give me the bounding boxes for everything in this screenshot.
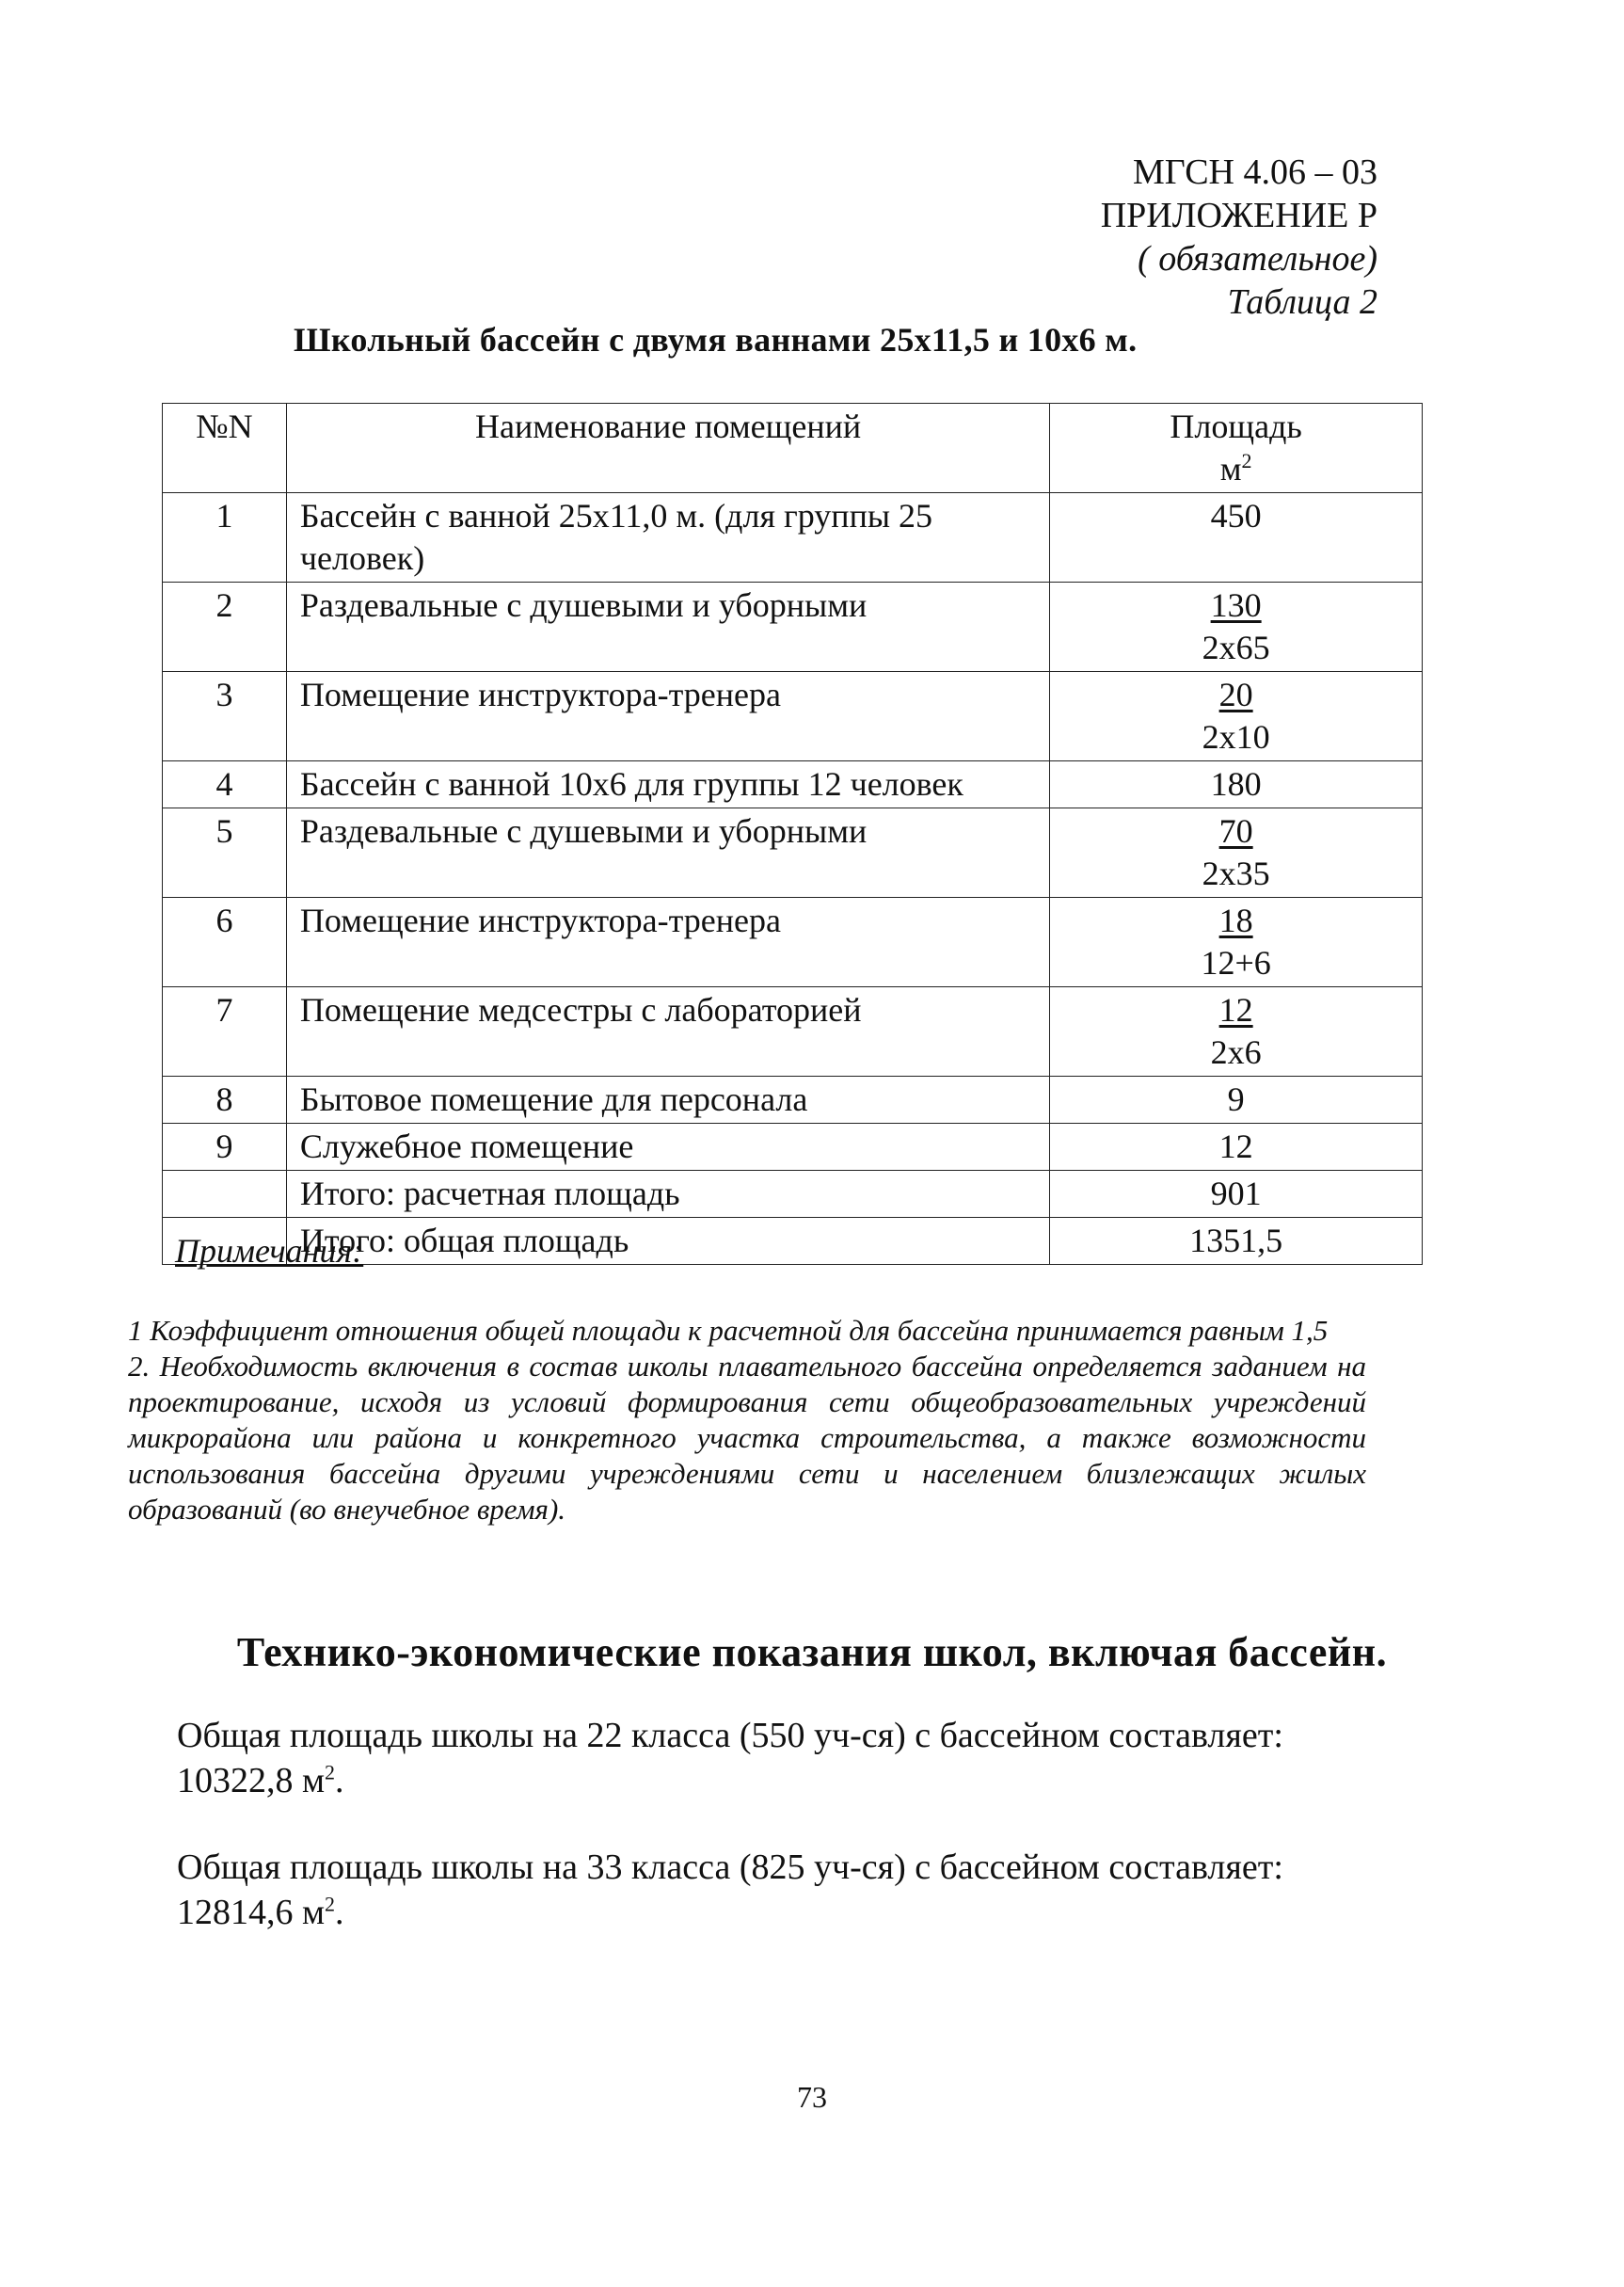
appendix-label: ПРИЛОЖЕНИЕ Р	[1100, 196, 1377, 235]
area-value: 180	[1210, 765, 1262, 803]
document-code: МГСН 4.06 – 03	[1132, 152, 1377, 192]
area-value: 12	[1218, 1128, 1253, 1165]
room-area	[1050, 898, 1423, 987]
row-number: 8	[163, 1077, 287, 1124]
area-breakdown: 12+6	[1201, 944, 1271, 982]
area-breakdown: 2х6	[1210, 1033, 1262, 1071]
totals-value: 1351,5	[1050, 1218, 1423, 1265]
table-row	[163, 898, 1423, 987]
area-value: 12	[1218, 991, 1253, 1029]
room-name: Помещение инструктора-тренера	[286, 898, 1049, 987]
table-row	[163, 672, 1423, 761]
appendix-status: ( обязательное)	[1138, 239, 1377, 279]
column-header-area	[1050, 404, 1423, 493]
notes-block	[128, 1313, 1366, 1527]
table-row	[163, 761, 1423, 808]
row-number: 9	[163, 1124, 287, 1171]
area-header-unit: м	[1219, 450, 1242, 488]
room-name: Раздевальные с душевыми и уборными	[286, 808, 1049, 898]
room-name: Служебное помещение	[286, 1124, 1049, 1171]
totals-empty-cell	[163, 1171, 287, 1218]
school-area-paragraph-22: Общая площадь школы на 22 класса (550 уч-ся) с бассейном составляет: 10322,8 $м^2$.	[177, 1716, 1283, 1800]
page-number: 73	[797, 2080, 827, 2114]
note-item: 1 Коэффициент отношения общей площади к расчетной для бассейна принимается равным 1,5	[128, 1314, 1329, 1347]
column-header-name: Наименование помещений	[286, 404, 1049, 493]
area-value: 20	[1218, 676, 1253, 713]
section-title: Технико-экономические показания школ, включая бассейн.	[236, 1629, 1388, 1675]
rooms-table	[162, 403, 1423, 1265]
area-breakdown: 2х10	[1202, 718, 1270, 756]
room-area	[1050, 1077, 1423, 1124]
area-breakdown: 2х35	[1202, 855, 1270, 892]
room-area	[1050, 493, 1423, 583]
totals-row	[163, 1171, 1423, 1218]
row-number: 6	[163, 898, 287, 987]
row-number: 4	[163, 761, 287, 808]
notes-heading: Примечания:	[175, 1232, 364, 1270]
note-item: 2. Необходимость включения в состав школы плавательного бассейна определяется заданием на проектирование, исходя из условий формирования сети общеобразовательных учреждений микрорайона или района и конкретного участка строительства, а также возможности использования бассейна другими учреждениями сети и населением близлежащих жилых образований (во внеучебное время).	[128, 1350, 1366, 1526]
room-area	[1050, 583, 1423, 672]
table-title: Школьный бассейн с двумя ваннами 25х11,5 и 10х6 м.	[294, 321, 1138, 359]
totals-value: 901	[1050, 1171, 1423, 1218]
row-number: 3	[163, 672, 287, 761]
table-row	[163, 808, 1423, 898]
room-area	[1050, 987, 1423, 1077]
totals-label: Итого: расчетная площадь	[286, 1171, 1049, 1218]
room-name: Помещение медсестры с лабораторией	[286, 987, 1049, 1077]
room-name: Бассейн с ванной 25х11,0 м. (для группы 25 человек)	[286, 493, 1049, 583]
area-header-label: Площадь	[1170, 408, 1302, 445]
row-number: 1	[163, 493, 287, 583]
row-number: 5	[163, 808, 287, 898]
area-header-unit-sup: 2	[1241, 449, 1252, 472]
area-value: 9	[1227, 1080, 1245, 1118]
table-header-row	[163, 404, 1423, 493]
area-value: 18	[1218, 902, 1253, 939]
table-row	[163, 493, 1423, 583]
room-area	[1050, 808, 1423, 898]
room-name: Раздевальные с душевыми и уборными	[286, 583, 1049, 672]
table-row	[163, 987, 1423, 1077]
room-area	[1050, 672, 1423, 761]
room-area	[1050, 1124, 1423, 1171]
room-area	[1050, 761, 1423, 808]
row-number: 7	[163, 987, 287, 1077]
room-name: Бассейн с ванной 10х6 для группы 12 человек	[286, 761, 1049, 808]
area-value: 450	[1210, 497, 1262, 535]
table-row	[163, 1077, 1423, 1124]
row-number: 2	[163, 583, 287, 672]
area-breakdown: 2х65	[1202, 629, 1270, 666]
school-area-paragraph-33: Общая площадь школы на 33 класса (825 уч-ся) с бассейном составляет: 12814,6 $м^2$.	[177, 1847, 1283, 1932]
column-header-num: №N	[163, 404, 287, 493]
room-name: Бытовое помещение для персонала	[286, 1077, 1049, 1124]
table-row	[163, 1124, 1423, 1171]
totals-label: Итого: общая площадь	[286, 1218, 1049, 1265]
table-row	[163, 583, 1423, 672]
table-reference: Таблица 2	[1227, 282, 1377, 322]
area-value: 130	[1210, 586, 1262, 624]
table-body	[163, 493, 1423, 1171]
area-value: 70	[1218, 812, 1253, 850]
room-name: Помещение инструктора-тренера	[286, 672, 1049, 761]
